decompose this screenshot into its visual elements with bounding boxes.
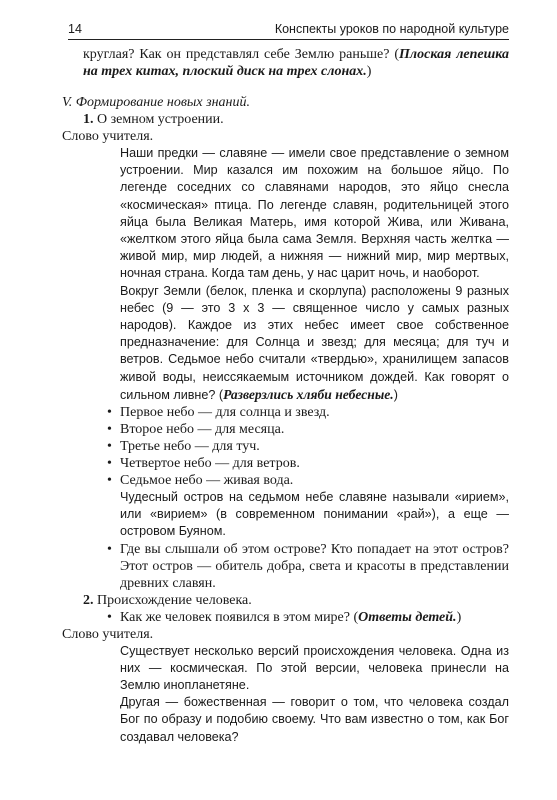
page-number: 14	[68, 22, 82, 36]
paragraph-nine-heavens: Вокруг Земли (белок, пленка и скорлупа) расположены 9 разных небес (9 — это 3 х 3 — священное число у самых разных народов). Каждое из этих небес имеет свое собственное предназначение: для Солнца и звезд; для месяца; для туч и ветров. Седьмое небо считали «твердью», хранилищем запасов живой воды, неиссякаемым источником дождей. Как говорят о сильном ливне? (Разверзлись хляби небесные.)	[120, 283, 509, 402]
running-title: Конспекты уроков по народной культуре	[274, 22, 509, 36]
question2-answer: Ответы детей.	[358, 609, 457, 625]
para2-answer: Разверзлись хляби небесные.	[223, 386, 394, 402]
list-item: • Второе небо — для месяца.	[106, 421, 509, 438]
list-item: • Первое небо — для солнца и звезд.	[106, 404, 509, 421]
topic-1-heading: 1. О земном устроении.	[83, 112, 224, 127]
teacher-word-label-1: Слово учителя.	[62, 129, 154, 144]
paragraph-divine-version: Другая — божественная — говорит о том, что человека создал Бог по образу и подобию своему. Что вам известно о том, как Бог создавал человека?	[120, 695, 509, 744]
heavens-list	[62, 404, 509, 489]
topic-2-heading: 2. Происхождение человека.	[83, 592, 252, 608]
list-item: • Третье небо — для туч.	[106, 438, 509, 455]
paragraph-cosmic-version: Существует несколько версий происхождения человека. Одна из них — космическая. По этой версии, человека принесли на Землю инопланетяне.	[120, 643, 509, 693]
teacher-word-label-2: Слово учителя.	[62, 626, 154, 642]
intro-question: круглая? Как он представлял себе Землю раньше? (Плоская лепешка на трех китах, плоский диск на трех слонах.)	[83, 47, 510, 79]
list-item: • Седьмое небо — живая вода.	[106, 472, 509, 489]
section-heading: V. Формирование новых знаний.	[62, 95, 250, 110]
running-header	[68, 22, 509, 40]
paragraph-world-egg: Наши предки — славяне — имели свое представление о земном устроении. Мир казался им похожим на большое яйцо. По легенде соседних со славянами народов, это яйцо снесла «космическая» птица. По легенде славян, родительницей этого яйца была Великая Матерь, имя которой Жива, или Живана, «желтком этого яйца была сама Земля. Верхняя часть желтка — живой мир, мир людей, а нижняя — нижний мир, мир мертвых, ночная страна. Когда там день, у нас царит ночь, и наоборот.	[120, 146, 509, 281]
paragraph-island: Чудесный остров на седьмом небе славяне называли «ирием», или «вирием» (в современном понимании «рай»), а еще — островом Буяном.	[120, 490, 509, 539]
intro-answer: Плоская лепешка на трех китах, плоский диск на трех слонах.	[83, 47, 510, 79]
question-island: • Где вы слышали об этом острове? Кто попадает на этот остров? Этот остров — обитель добра, света и красоты в представлении древних славян.	[106, 541, 509, 592]
question-origin: • Как же человек появился в этом мире? (Ответы детей.)	[106, 609, 509, 626]
list-item: • Четвертое небо — для ветров.	[106, 455, 509, 472]
